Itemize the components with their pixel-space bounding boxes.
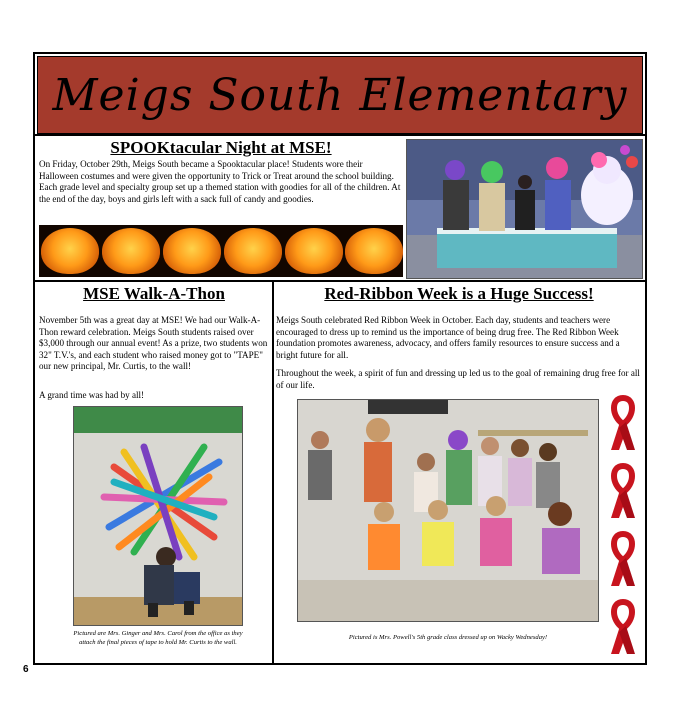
- walk-photo-caption: Pictured are Mrs. Ginger and Mrs. Carol from the office as they attach the final pieces of tape to hold Mr. Curtis to the wall.: [73, 630, 243, 646]
- walk-body: November 5th was a great day at MSE! We had our Walk-A-Thon reward celebration. Meigs South students raised over $3,000 through our annual event! As a prize, two students won 32" T.V.'s, and each student who raised money got to "TAPE" our new principal, Mr. Curtis, to the wall!: [39, 315, 268, 371]
- divider-top: [35, 134, 645, 136]
- wacky-wednesday-class-photo: [297, 399, 599, 622]
- pumpkin-banner-image: [39, 225, 403, 277]
- masthead-banner: [37, 56, 643, 134]
- tape-the-principal-photo: [73, 406, 243, 626]
- walk-closing: A grand time was had by all!: [39, 390, 145, 400]
- halloween-costume-photo: [406, 139, 643, 279]
- red-ribbon-icon: [607, 530, 639, 588]
- spook-heading: SPOOKtacular Night at MSE!: [110, 138, 332, 157]
- ribbon-heading: Red-Ribbon Week is a Huge Success!: [324, 284, 594, 303]
- column-divider: [272, 281, 274, 665]
- red-ribbon-icon: [607, 598, 639, 656]
- red-ribbon-icon: [607, 394, 639, 452]
- page-number: 6: [23, 664, 29, 675]
- masthead-title: Meigs South Elementary: [52, 69, 628, 121]
- spook-body: On Friday, October 29th, Meigs South became a Spooktacular place! Students wore their Halloween costumes and were given the opportunity to Trick or Treat around the school building. Each grade level and specialty group set up a themed station with goodies for all of the children. At the end of the day, boys and girls left with a sack full of candy and goodies.: [39, 159, 401, 204]
- walk-heading: MSE Walk-A-Thon: [83, 284, 225, 303]
- ribbon-body: Meigs South celebrated Red Ribbon Week in October. Each day, students and teachers were encouraged to dress up to remind us the importance of being drug free. The Red Ribbon Week foundation promotes awareness, advocacy, and offers family resources to ensure success and a bright future for all.: [276, 315, 620, 360]
- ribbon-body-closing: Throughout the week, a spirit of fun and dressing up led us to the goal of remaining drug free for all of our life.: [276, 368, 640, 390]
- ribbon-photo-caption: Pictured is Mrs. Powell's 5th grade class dressed up on Wacky Wednesday!: [348, 634, 548, 641]
- newsletter-page: [33, 52, 647, 665]
- divider-middle: [35, 280, 645, 282]
- red-ribbon-icon: [607, 462, 639, 520]
